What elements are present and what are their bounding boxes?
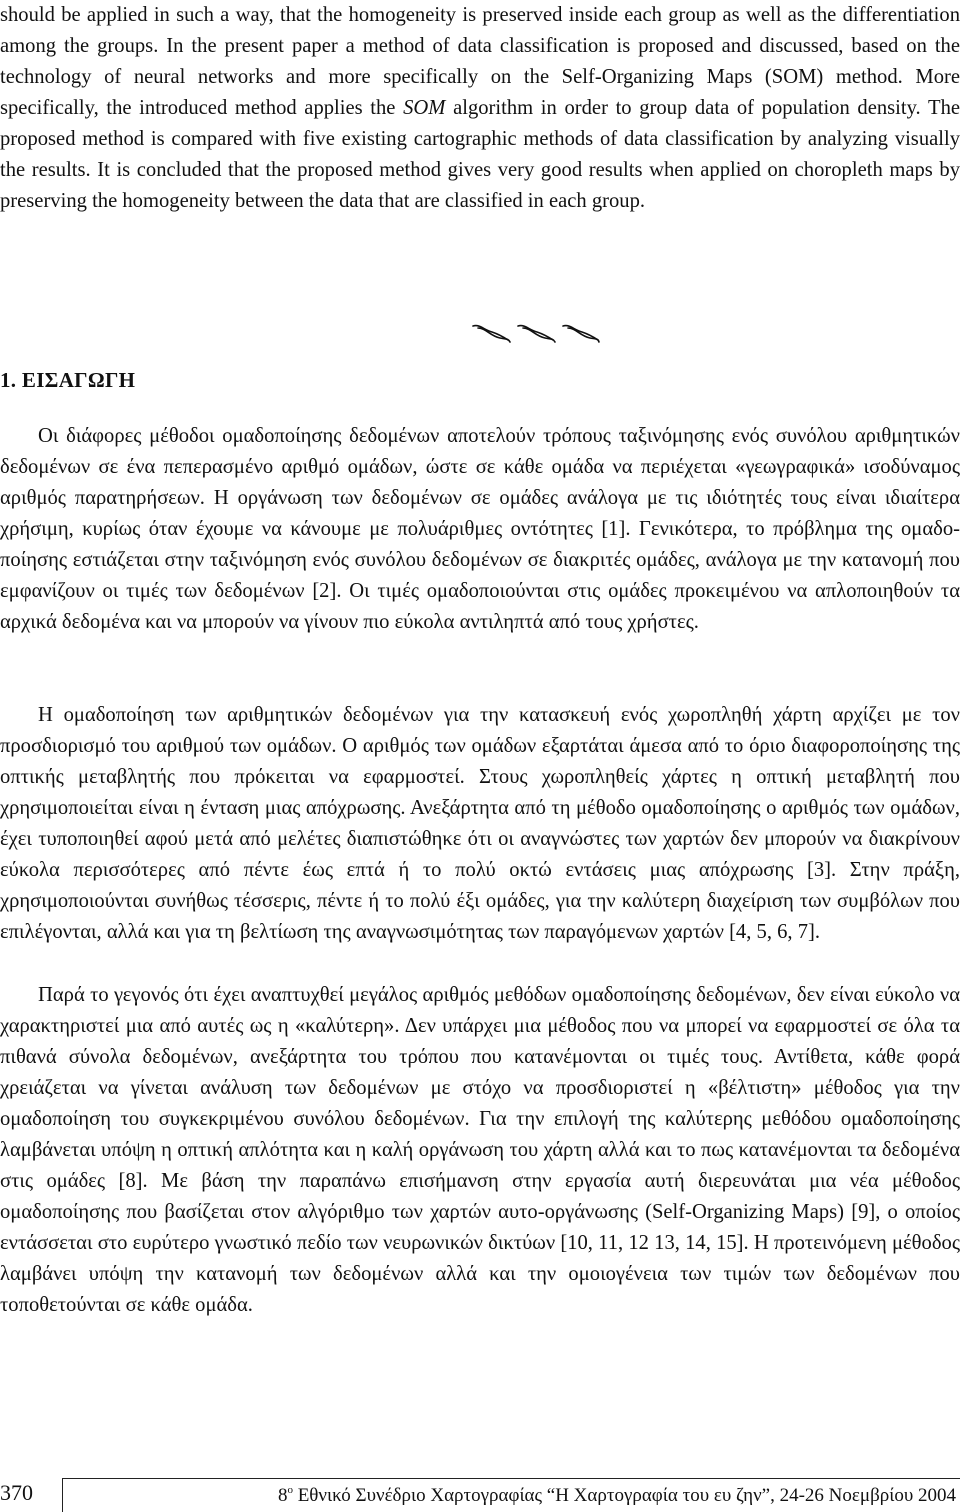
- section-heading: 1. ΕΙΣΑΓΩΓΗ: [0, 368, 136, 392]
- abstract-text-part1: should be applied in such a way, that the homogeneity is preserved inside each group as well as the differentiation among the groups. In the present paper a method of data classification is proposed and discussed, based on the technology of neural networks and more specifically on the Self-Organizing Maps (SOM) method. More specifically, the introduced method applies the: [0, 4, 960, 119]
- page-number: 370: [0, 1480, 33, 1505]
- conference-ordinal-sup: ο: [287, 1484, 293, 1496]
- body-paragraph: Οι διάφορες μέθοδοι ομαδοποίησης δεδομένων αποτελούν τρόπους ταξινόμησης ενός συνόλου αριθμητικών δεδομένων σε ένα πεπερασμένο αριθμό ομάδων, ώστε σε κάθε ομάδα να περιέχεται «γεωγραφικά» ισοδύναμος αριθμός παρατηρήσεων. Η οργάνωση των δεδομένων σε ομάδες ανάλογα με τις ιδιότητές τους είναι ιδιαίτερα χρήσιμη, κυρίως όταν έχουμε να κάνουμε με πολυάριθμες οντότητες [1]. Γενικότερα, το πρόβλημα της ομαδοποίησης εστιάζεται στην ταξινόμηση ενός συνόλου δεδομένων σε διακριτές ομάδες, ανάλογα με την κατανομή που εμφανίζουν οι τιμές των δεδομένων [2]. Οι τιμές ομαδοποιούνται στις ομάδες προκειμένου να απλοποιηθούν τα αρχικά δεδομένα και να μπορούν να γίνουν πιο εύκολα αντιληπτά από τους χρήστες.: [0, 425, 960, 633]
- body-paragraph: Παρά το γεγονός ότι έχει αναπτυχθεί μεγάλος αριθμός μεθόδων ομαδοποίησης δεδομένων, δεν είναι εύκολο να χαρακτηριστεί μια από αυτές ως η «καλύτερη». Δεν υπάρχει μια μέθοδος που να μπορεί να εφαρμοστεί σε όλα τα πιθανά σύνολα δεδομένων, ανεξάρτητα του τρόπου που κατανέμονται οι τιμές τους. Αντίθετα, κάθε φορά χρειάζεται να γίνεται ανάλυση των δεδομένων με στόχο να προσδιοριστεί η «βέλτιστη» μέθοδος για την ομαδοποίηση του συγκεκριμένου συνόλου δεδομένων. Για την επιλογή της καλύτερης μεθόδου ομαδοποίησης λαμβάνεται υπόψη η οπτική απλότητα και η καλή οργάνωση του χάρτη αλλά και το πως κατανέμονται τα δεδομένα στις ομάδες [8]. Με βάση την παραπάνω επισήμανση στην εργασία αυτή διερευνάται μια νέα μέθοδος ομαδοποίησης που βασίζεται στον αλγόριθμο των χαρτών αυτο-οργάνωσης (Self-Organizing Maps) [9], ο οποίος εντάσσεται στο ευρύτερο γνωστικό πεδίο των νευρωνικών δικτύων [10, 11, 12 13, 14, 15]. Η προτεινόμενη μέθοδος λαμβάνει υπόψη την κατανομή των δεδομένων αλλά και την ομοιογένεια των τιμών των δεδομένων που τοποθετούνται σε κάθε ομάδα.: [0, 984, 960, 1316]
- body-paragraph: Η ομαδοποίηση των αριθμητικών δεδομένων για την κατασκευή ενός χωροπληθή χάρτη αρχίζει με τον προσδιορισμό του αριθμού των ομάδων. Ο αριθμός των ομάδων εξαρτάται άμεσα από το όριο διαφοροποίησης της οπτικής μεταβλητής που πρόκειται να εφαρμοστεί. Στους χωροπληθείς χάρτες η οπτική μεταβλητή που χρησιμοποιείται είναι η ένταση μιας απόχρωσης. Ανεξάρτητα από τη μέθοδο ομαδοποίησης ο αριθμός των ομάδων, έχει τυποποιηθεί αφού μετά από μελέτες διαπιστώθηκε ότι οι αναγνώστες των χαρτών δεν μπορούν να διακρίνουν εύκολα περισσότερες από πέντε έως επτά ή το πολύ οκτώ εντάσεις μιας απόχρωσης [3]. Στην πράξη, χρησιμοποιούνται συνήθως τέσσερις, πέντε ή το πολύ έξι ομάδες, για την καλύτερη διαχείριση των συμβόλων που επιλέγονται, αλλά και για τη βελτίωση της αναγνωσιμότητας των παραγόμενων χαρτών [4, 5, 6, 7].: [0, 704, 960, 943]
- abstract-paragraph: [0, 0, 960, 217]
- footer-conference: [278, 1484, 956, 1507]
- footer-rule-vertical: [62, 1478, 63, 1512]
- conference-ordinal: 8: [277, 1485, 288, 1506]
- conference-title: Εθνικό Συνέδριο Χαρτογραφίας “Η Χαρτογραφία του ευ ζην”, 24-26 Νοεμβρίου 2004: [292, 1485, 956, 1506]
- footer-rule: [62, 1478, 960, 1479]
- abstract-text-part2: algorithm in order to group data of population density. The proposed method is compared with five existing cartographic methods of data classification by analyzing visually the results. It is concluded that the proposed method gives very good results when applied on choropleth maps by preserving the homogeneity between the data that are classified in each group.: [0, 97, 960, 212]
- abstract-italic-term: SOM: [403, 97, 446, 119]
- triple-wave-ornament-icon: [470, 322, 600, 346]
